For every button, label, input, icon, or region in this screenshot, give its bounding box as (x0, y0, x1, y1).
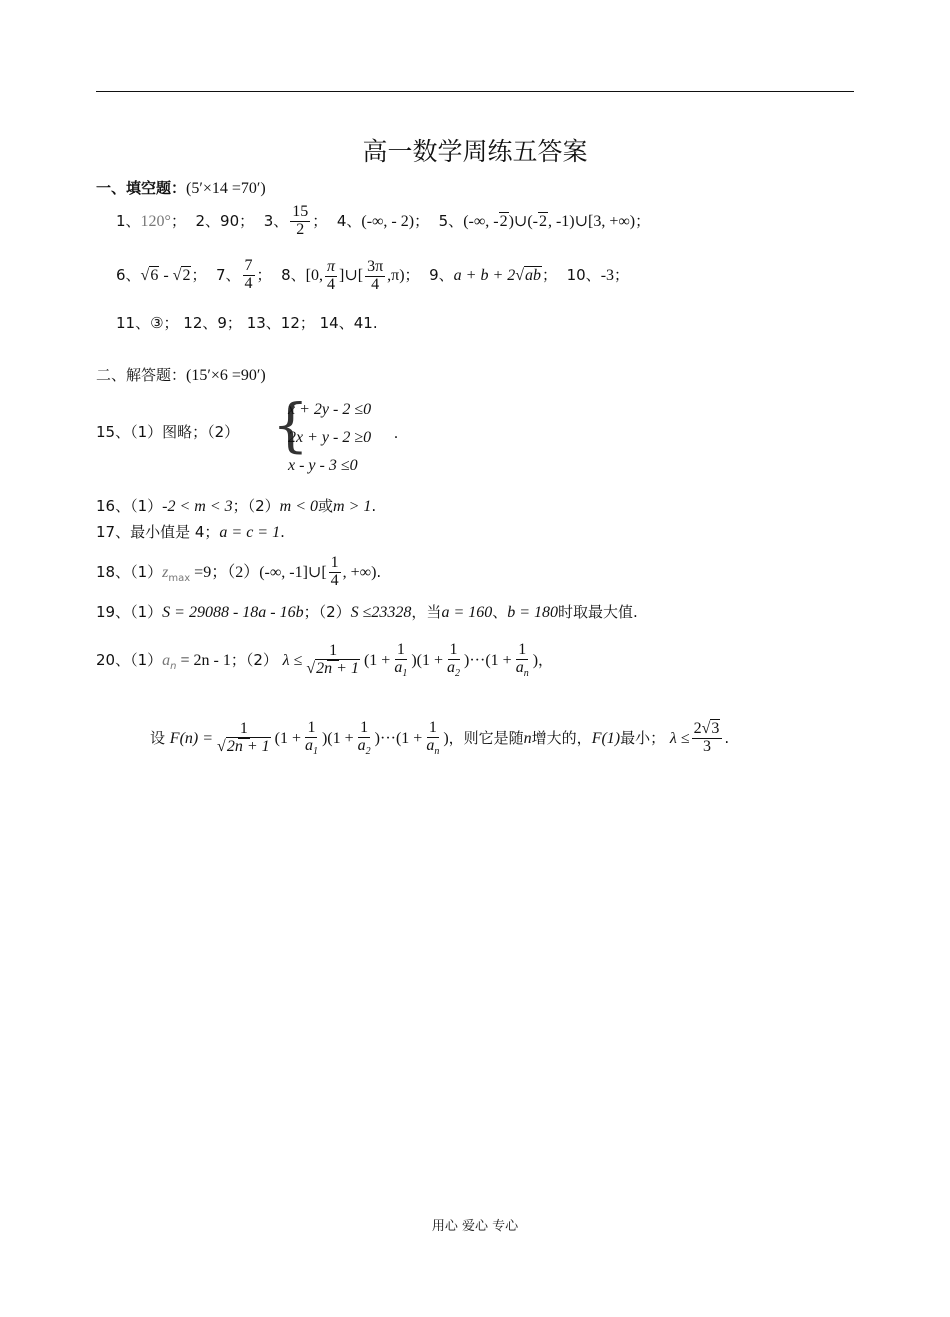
q19-answer: 19、（1）S = 29088 - 18a - 16b；（2）S ≤23328，当a = 160、b = 180时取最大值. (96, 603, 638, 621)
header-rule (96, 91, 854, 92)
q16-answer: 16、（1）-2 < m < 3；（2）m < 0或m > 1. (96, 497, 377, 515)
answer-8: [0, $\frac{\pi}{4}$ ]∪[ $\frac{3\pi}{4}$ ,π) (305, 257, 405, 293)
section-label: 二、解答题： (96, 366, 187, 384)
q17-answer: 17、最小值是 4；a = c = 1. (96, 523, 285, 541)
answer-7: $\frac{7}{4}$ (244, 257, 253, 292)
fill-answers-row-2: 6、√6 - √2； 7、 $\frac{7}{4}$ ； 8、[0, $\frac{\pi}{4}$ ]∪[ $\frac{3\pi}{4}$ ,π)； 9、a + b + 2√ab； 10、-3； (116, 257, 630, 293)
section-solve (96, 364, 266, 385)
answer-9: a + b + 2√ab (453, 266, 542, 284)
q15-system: x + 2y - 2 ≤0 2x + y - 2 ≥0 x - y - 3 ≤0 (288, 401, 372, 474)
q18-answer: 18、$(1)z_{max} =9$；（2）(-∞, -1]∪[ $\frac{1}{4}$ , +∞). (96, 554, 382, 589)
answer-3: $\frac{15}{2}$ (292, 203, 309, 238)
q15-label: 15、（1）图略；（2） (96, 423, 240, 441)
fill-answers-row-1: 1、120°； 2、90； 3、 $\frac{15}{2}$ ； 4、(-∞, - 2)； 5、(-∞, -2)∪(-2, -1)∪[3, +∞)； (116, 203, 651, 238)
answer-10: -3 (600, 266, 615, 284)
section-fill-blank (96, 177, 266, 198)
q20-answer: 20、$(1)a_n = 2n - 1$；（2） λ ≤ $\frac{1}{√2n + 1}$ (1 + $\frac{1}{a_1}$ )(1 + $\frac{1}{a_2}$ )···(1 + $\frac{1}{a_n}$ )， (96, 641, 554, 679)
answer-5: (-∞, -2)∪(-2, -1)∪[3, +∞) (463, 212, 636, 230)
answer-4: (-∞, - 2) (361, 212, 415, 230)
system-brace: { (272, 391, 309, 459)
answer-1: 120° (140, 212, 171, 230)
answer-2: 2、90； (195, 211, 255, 230)
page-title: 高一数学周练五答案 (362, 137, 588, 166)
section-score: (15′×6 =90′) (186, 367, 266, 384)
answer-6: √6 - √2 (140, 266, 191, 284)
q20-explanation: 设 F(n) = $\frac{1}{√2n + 1}$ (1 + $\frac{1}{a_1}$ )(1 + $\frac{1}{a_2}$ )···(1 + $\frac{1}{a_n}$ )，则它是随n增大的，F(1)最小； λ ≤ $\frac{2√3}{3}$ . (150, 719, 730, 757)
footer-text: 用心 爱心 专心 (431, 1219, 519, 1234)
fill-answers-row-3: 11、③； 12、9； 13、12； 14、41. (116, 314, 378, 332)
section-score: (5′×14 =70′) (186, 180, 266, 197)
section-label: 一、填空题： (96, 179, 187, 197)
q15-period: . (394, 425, 398, 442)
